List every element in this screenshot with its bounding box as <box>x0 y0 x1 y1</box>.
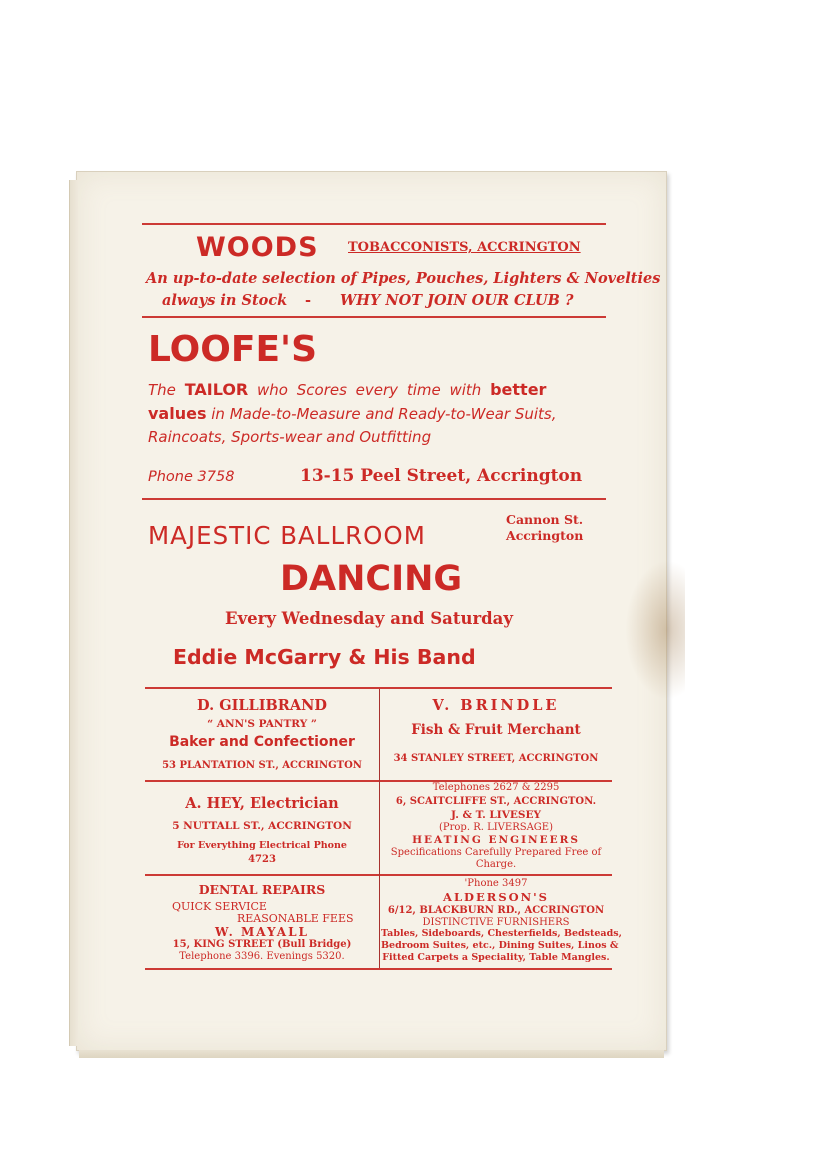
woods-line2-right: WHY NOT JOIN OUR CLUB ? <box>340 292 574 309</box>
column-divider <box>379 689 380 968</box>
livesey-line2: Charge. <box>475 859 517 870</box>
paper-stain <box>625 560 685 700</box>
loofes-phone: Phone 3758 <box>148 469 235 485</box>
livesey-line1: Specifications Carefully Prepared Free of <box>390 847 602 858</box>
loofes-line1-tailor: TAILOR <box>184 380 249 399</box>
loofes-line1-pre: The <box>148 381 176 399</box>
livesey-name: J. & T. LIVESEY <box>451 809 541 821</box>
mayall-name: W. MAYALL <box>215 925 309 939</box>
gillibrand-address: 53 PLANTATION ST., ACCRINGTON <box>162 760 362 771</box>
aldersons-name: ALDERSON'S <box>443 890 549 904</box>
woods-trade: TOBACCONISTS, ACCRINGTON <box>348 240 581 255</box>
majestic-loc2: Accrington <box>506 528 584 543</box>
loofes-line2-rest: in Made-to-Measure and Ready-to-Wear Suits, <box>211 405 557 423</box>
aldersons-phone: 'Phone 3497 <box>464 878 528 889</box>
aldersons-line3: Fitted Carpets a Speciality, Table Mangles. <box>382 952 610 963</box>
aldersons-address: 6/12, BLACKBURN RD., ACCRINGTON <box>387 905 605 916</box>
loofes-line1 <box>148 380 546 399</box>
majestic-when: Every Wednesday and Saturday <box>225 609 513 628</box>
rule-loofes-bottom <box>142 498 606 500</box>
rule-bottom <box>145 968 612 970</box>
gillibrand-sub: “ ANN'S PANTRY ” <box>207 718 317 730</box>
aldersons-line2: Bedroom Suites, etc., Dining Suites, Linos & <box>381 940 619 951</box>
loofes-line1-better: better <box>490 380 547 399</box>
hey-line: For Everything Electrical Phone <box>177 840 347 851</box>
livesey-phones: Telephones 2627 & 2295 <box>432 782 560 793</box>
majestic-dancing: DANCING <box>280 559 463 599</box>
loofes-line2 <box>148 404 557 423</box>
majestic-loc1: Cannon St. <box>506 512 584 527</box>
brindle-address: 34 STANLEY STREET, ACCRINGTON <box>393 753 599 764</box>
woods-line2-left: always in Stock <box>162 292 288 309</box>
loofes-line2-values: values <box>148 404 207 423</box>
hey-phone: 4723 <box>248 854 276 865</box>
mayall-line1: QUICK SERVICE <box>172 900 267 913</box>
rule-top <box>142 223 606 225</box>
gillibrand-trade: Baker and Confectioner <box>169 734 355 750</box>
hey-address: 5 NUTTALL ST., ACCRINGTON <box>172 820 352 832</box>
loofes-line3: Raincoats, Sports-wear and Outfitting <box>148 428 432 446</box>
mayall-head: DENTAL REPAIRS <box>198 882 326 897</box>
mayall-phone: Telephone 3396. Evenings 5320. <box>179 951 345 962</box>
hey-name: A. HEY, Electrician <box>185 795 339 812</box>
mayall-address: 15, KING STREET (Bull Bridge) <box>172 939 352 950</box>
loofes-address: 13-15 Peel Street, Accrington <box>300 466 583 486</box>
majestic-name: MAJESTIC BALLROOM <box>148 521 426 550</box>
loofes-name: LOOFE'S <box>148 329 317 370</box>
livesey-prop: (Prop. R. LIVERSAGE) <box>439 822 553 833</box>
brindle-trade: Fish & Fruit Merchant <box>411 722 581 738</box>
mayall-line2: REASONABLE FEES <box>237 912 354 925</box>
gillibrand-name: D. GILLIBRAND <box>197 697 327 714</box>
woods-line1: An up-to-date selection of Pipes, Pouches, Lighters & Novelties <box>146 270 661 287</box>
woods-name: WOODS <box>196 232 319 263</box>
aldersons-line1: Tables, Sideboards, Chesterfields, Bedsteads, <box>381 928 622 939</box>
majestic-band: Eddie McGarry & His Band <box>173 645 476 669</box>
aldersons-trade: DISTINCTIVE FURNISHERS <box>422 917 570 928</box>
livesey-address: 6, SCAITCLIFFE ST., ACCRINGTON. <box>395 796 597 807</box>
loofes-line1-mid: who Scores every time with <box>257 381 482 399</box>
livesey-trade: HEATING ENGINEERS <box>412 834 580 846</box>
woods-line2-dash: - <box>305 292 312 309</box>
brindle-name: V. BRINDLE <box>432 697 560 714</box>
rule-woods-bottom <box>142 316 606 318</box>
